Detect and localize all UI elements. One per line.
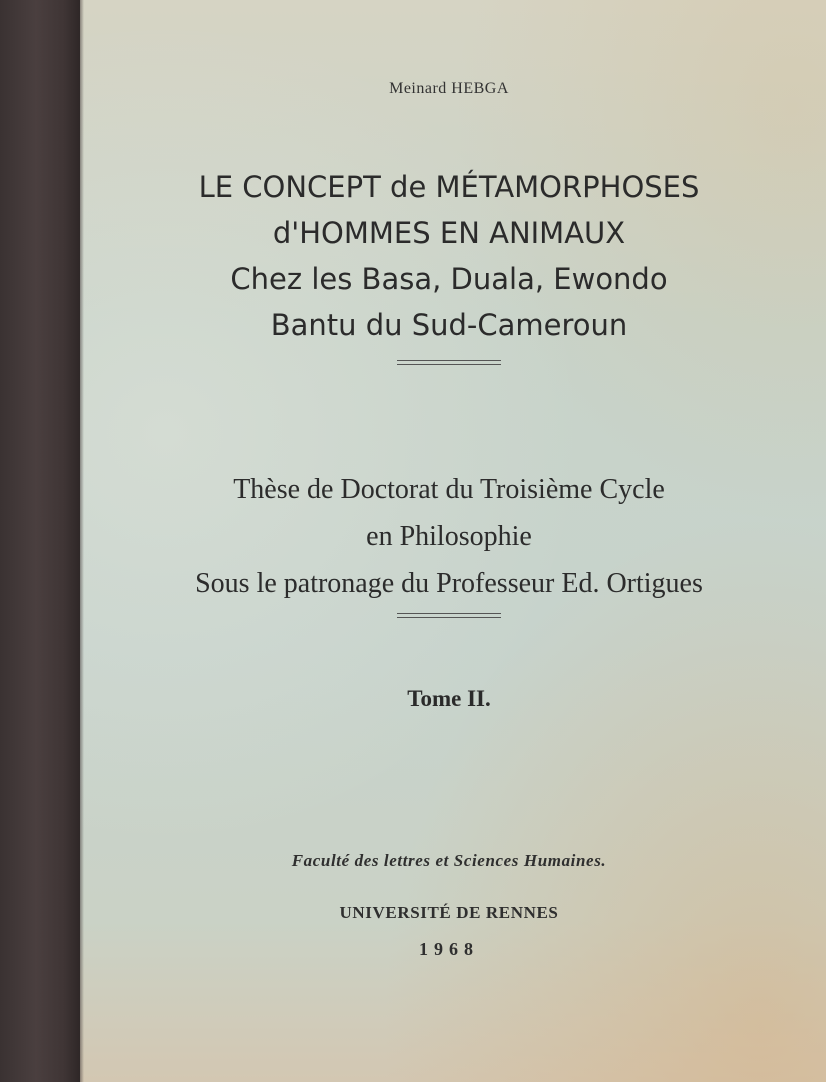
publication-year: 1968 <box>419 939 479 959</box>
title-line-3: Chez les Basa, Duala, Ewondo <box>230 262 668 296</box>
university-name: UNIVERSITÉ DE RENNES <box>339 903 559 922</box>
title-line-1: LE CONCEPT de MÉTAMORPHOSES <box>198 170 700 204</box>
divider-rule-top <box>397 360 501 365</box>
thesis-line-2: en Philosophie <box>366 521 532 552</box>
divider-rule-bottom <box>397 613 501 618</box>
thesis-line-1: Thèse de Doctorat du Troisième Cycle <box>233 474 665 505</box>
author-name: Meinard HEBGA <box>389 80 509 97</box>
book-title <box>84 164 814 348</box>
title-line-4: Bantu du Sud-Cameroun <box>270 308 628 342</box>
book-spine <box>0 0 80 1082</box>
volume-label: Tome II. <box>407 686 491 711</box>
thesis-line-3: Sous le patronage du Professeur Ed. Ortigues <box>195 568 703 599</box>
thesis-description <box>84 466 814 607</box>
title-line-2: d'HOMMES EN ANIMAUX <box>272 216 626 250</box>
faculty-name: Faculté des lettres et Sciences Humaines. <box>291 851 607 870</box>
